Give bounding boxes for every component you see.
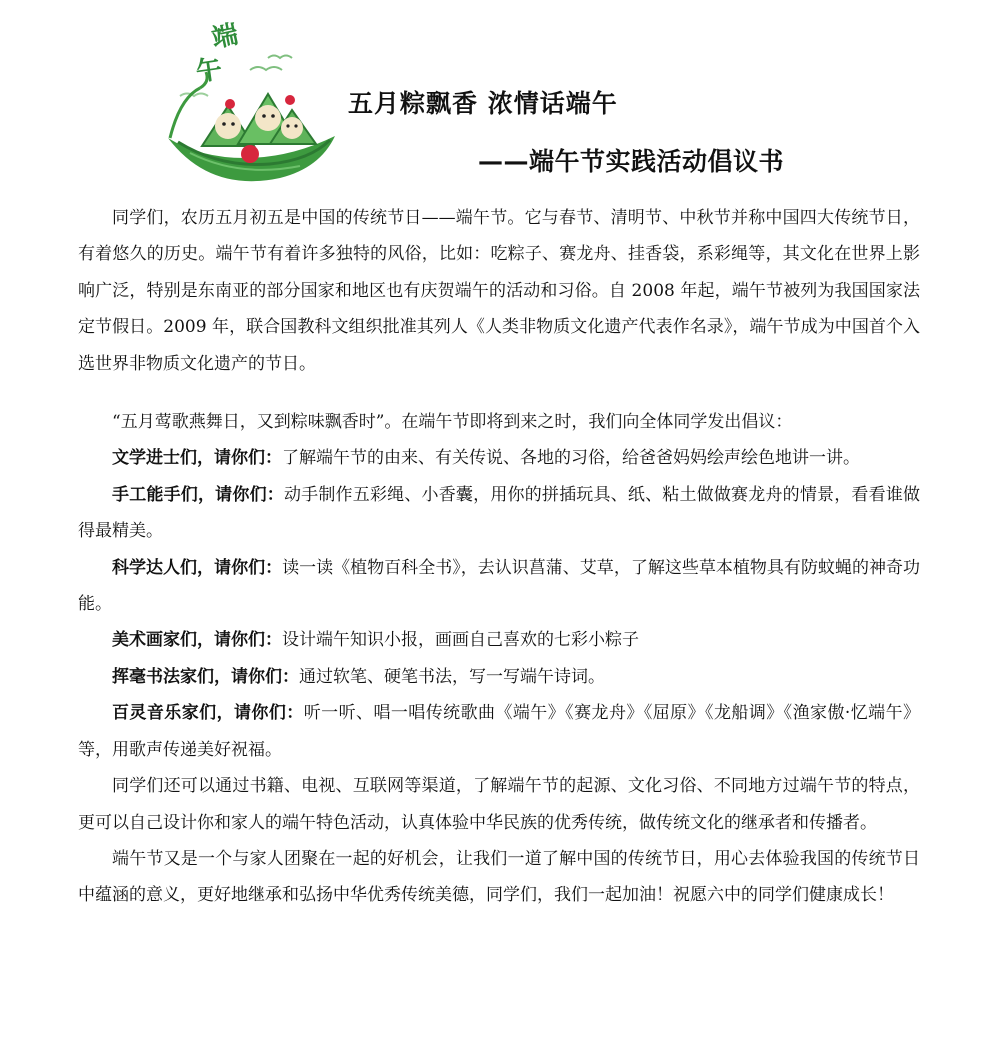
proposal-art (78, 622, 920, 658)
page-title: 五月粽飘香 浓情话端午 (348, 89, 618, 118)
proposal-music (78, 695, 920, 768)
proposal-music-text: 听一听、唱一唱传统歌曲《端午》《赛龙舟》《屈原》《龙船调》《渔家傲·忆端午》等，用歌声传递美好祝福。 (78, 703, 921, 760)
zongzi-boat-illustration (150, 18, 350, 190)
proposal-literature-text: 了解端午节的由来、有关传说、各地的习俗，给爸爸妈妈绘声绘色地讲一讲。 (282, 448, 860, 469)
logo-char-wu: 午 (194, 54, 224, 88)
proposal-music-lead: 百灵音乐家们，请你们： (112, 703, 304, 724)
page-subtitle: ——端午节实践活动倡议书 (478, 147, 785, 176)
proposal-literature-lead: 文学进士们，请你们： (112, 448, 282, 469)
dragon-boat-festival-logo (150, 18, 350, 190)
call-paragraph: “五月莺歌燕舞日，又到粽味飘香时”。在端午节即将到来之时，我们向全体同学发出倡议： (112, 412, 793, 433)
intro-paragraph: 同学们，农历五月初五是中国的传统节日——端午节。它与春节、清明节、中秋节并称中国四大传统节日，有着悠久的历史。端午节有着许多独特的风俗，比如：吃粽子、赛龙舟、挂香袋，系彩绳等，其文化在世界上影响广泛，特别是东南亚的部分国家和地区也有庆贺端午的活动和习俗。自 2008 年起，端午节被列为我国国家法定节假日。2009 年，联合国教科文组织批准其列人《人类非物质文化遗产代表作名录》，端午节成为中国首个入选世界非物质文化遗产的节日。 (78, 208, 920, 374)
document-body (78, 200, 920, 914)
channels-paragraph: 同学们还可以通过书籍、电视、互联网等渠道，了解端午节的起源、文化习俗、不同地方过端午节的特点，更可以自己设计你和家人的端午特色活动，认真体验中华民族的优秀传统，做传统文化的继承者和传播者。 (78, 776, 920, 833)
proposal-handcraft-lead: 手工能手们，请你们： (112, 484, 284, 505)
proposal-calligraphy-lead: 挥毫书法家们，请你们： (112, 666, 299, 687)
proposal-science (78, 550, 920, 623)
proposal-art-text: 设计端午知识小报，画画自己喜欢的七彩小粽子 (282, 630, 639, 651)
proposal-calligraphy-text: 通过软笔、硬笔书法，写一写端午诗词。 (299, 666, 605, 687)
closing-paragraph: 端午节又是一个与家人团聚在一起的好机会，让我们一道了解中国的传统节日，用心去体验我国的传统节日中蕴涵的意义，更好地继承和弘扬中华优秀传统美德，同学们，我们一起加油！祝愿六中的同学们健康成长！ (78, 848, 920, 906)
logo-char-duan: 端 (209, 19, 241, 55)
proposal-handcraft (78, 477, 920, 550)
proposal-handcraft-text: 动手制作五彩绳、小香囊，用你的拼插玩具、纸、粘土做做赛龙舟的情景，看看谁做得最精美。 (78, 484, 921, 542)
proposal-science-lead: 科学达人们，请你们： (112, 557, 283, 578)
proposal-science-text: 读一读《植物百科全书》，去认识菖蒲、艾草，了解这些草本植物具有防蚊蝇的神奇功能。 (78, 557, 921, 615)
proposal-art-lead: 美术画家们，请你们： (112, 630, 282, 651)
proposal-calligraphy (78, 659, 920, 695)
proposal-literature (78, 440, 920, 476)
